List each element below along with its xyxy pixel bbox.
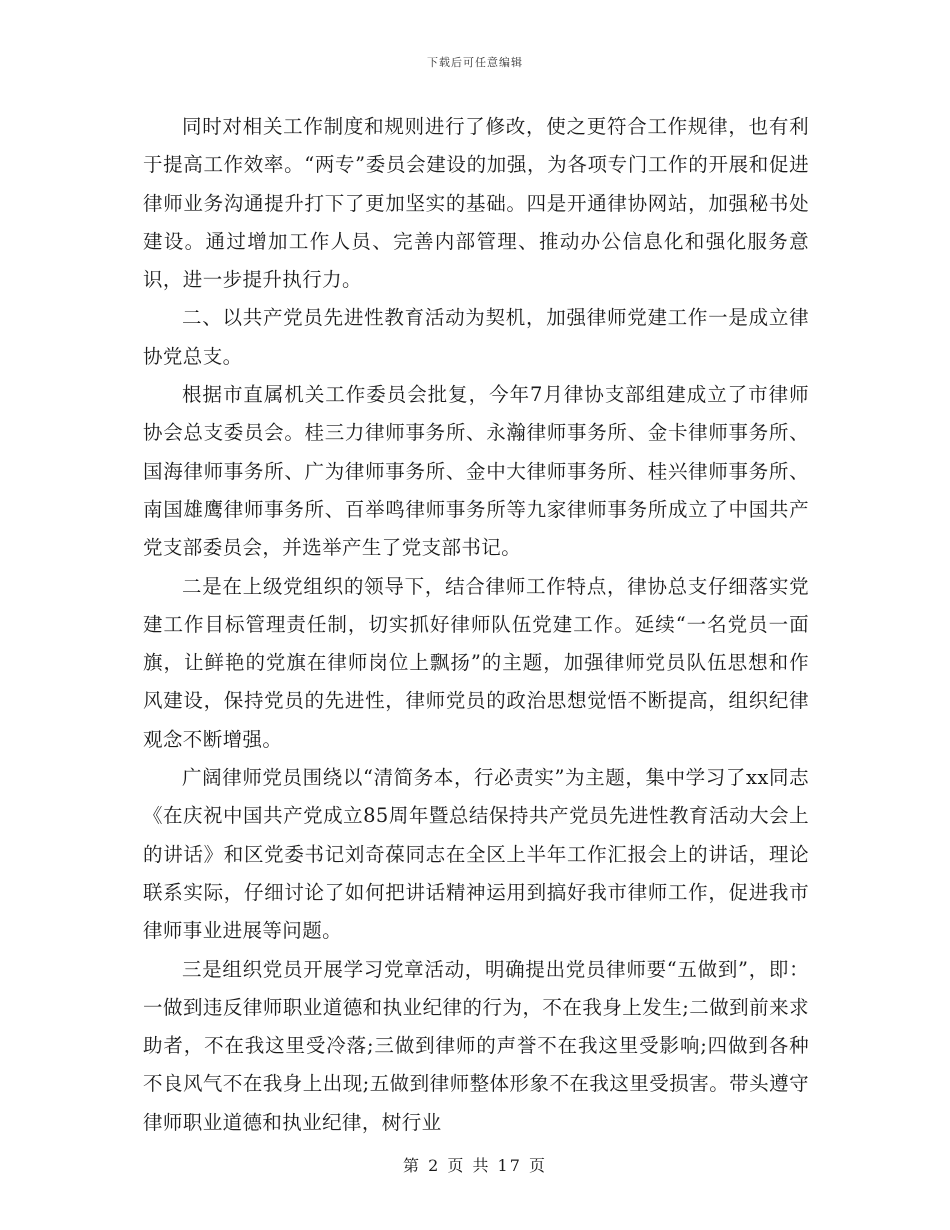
paragraph: 二是在上级党组织的领导下，结合律师工作特点，律协总支仔细落实党建工作目标管理责任制，切实抓好律师队伍党建工作。延续“一名党员一面旗，让鲜艳的党旗在律师岗位上飘扬”的主题，加强律师党员队伍思想和作风建设，保持党员的先进性，律师党员的政治思想觉悟不断提高，组织纪律观念不断增强。	[143, 574, 809, 751]
paragraph: 广阔律师党员围绕以“清简务本，行必责实”为主题，集中学习了xx同志《在庆祝中国共产党成立85周年暨总结保持共产党员先进性教育活动大会上的讲话》和区党委书记刘奇葆同志在全区上半年工作汇报会上的讲话，理论联系实际，仔细讨论了如何把讲话精神运用到搞好我市律师工作，促进我市律师事业进展等问题。	[143, 766, 809, 943]
paragraph: 同时对相关工作制度和规则进行了修改，使之更符合工作规律，也有利于提高工作效率。“两专”委员会建设的加强，为各项专门工作的开展和促进律师业务沟通提升打下了更加坚实的基础。四是开通律协网站，加强秘书处建设。通过增加工作人员、完善内部管理、推动办公信息化和强化服务意识，进一步提升执行力。	[143, 115, 809, 292]
document-body	[143, 108, 809, 1142]
paragraph: 三是组织党员开展学习党章活动，明确提出党员律师要“五做到”，即：一做到违反律师职业道德和执业纪律的行为，不在我身上发生;二做到前来求助者，不在我这里受冷落;三做到律师的声誉不在我这里受影响;四做到各种不良风气不在我身上出现;五做到律师整体形象不在我这里受损害。带头遵守律师职业道德和执业纪律，树行业	[143, 957, 809, 1134]
page-header: 下载后可任意编辑	[427, 56, 523, 69]
paragraph: 根据市直属机关工作委员会批复，今年7月律协支部组建成立了市律师协会总支委员会。桂三力律师事务所、永瀚律师事务所、金卡律师事务所、国海律师事务所、广为律师事务所、金中大律师事务所、桂兴律师事务所、南国雄鹰律师事务所、百举鸣律师事务所等九家律师事务所成立了中国共产党支部委员会，并选举产生了党支部书记。	[143, 383, 809, 560]
page-footer: 第 2 页 共 17 页	[403, 1156, 547, 1175]
paragraph: 二、以共产党员先进性教育活动为契机，加强律师党建工作一是成立律协党总支。	[143, 306, 809, 368]
